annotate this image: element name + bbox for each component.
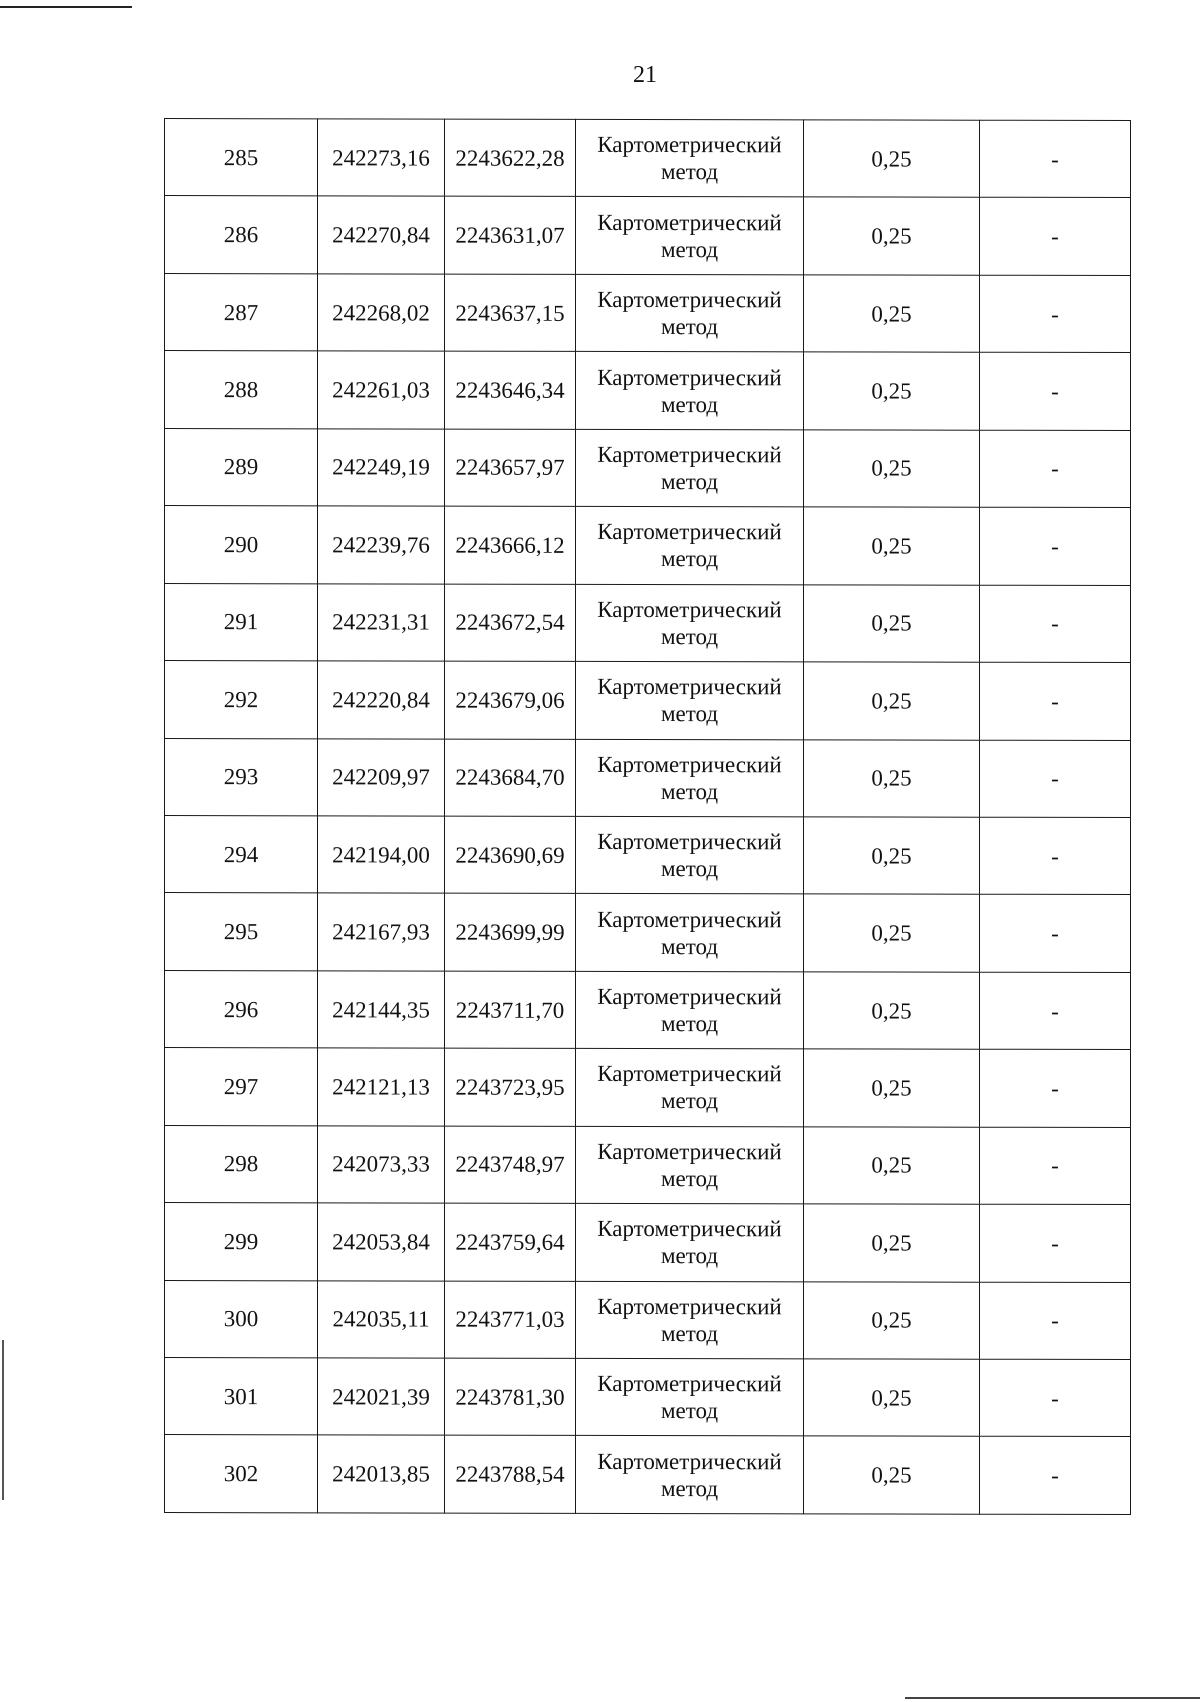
y-coordinate-cell: 2243781,30 [445,1358,576,1436]
note-cell: - [980,585,1131,663]
scan-edge-mark-left [2,1340,4,1500]
x-coordinate-cell: 242073,33 [318,1126,445,1204]
note-cell: - [980,507,1131,585]
method-cell [576,1203,804,1281]
method-cell [576,584,804,662]
method-cell [576,1281,804,1359]
method-line-2: метод [660,159,719,185]
method-line-2: метод [660,623,719,650]
x-coordinate-cell: 242249,19 [318,429,445,507]
x-coordinate-cell: 242144,35 [318,971,445,1049]
accuracy-cell: 0,25 [804,1204,980,1282]
method-line-2: метод [660,1243,719,1269]
method-cell [576,507,804,585]
note-cell: - [980,972,1131,1050]
table-row [165,738,1131,817]
method-line-1: Картометрический [597,1216,782,1242]
point-number-cell: 301 [165,1358,318,1436]
method-line-1: Картометрический [597,829,782,855]
method-cell [576,197,804,275]
y-coordinate-cell: 2243723,95 [445,1048,576,1126]
method-line-2: метод [660,1088,719,1114]
note-cell: - [980,740,1131,818]
table-row [165,893,1131,972]
accuracy-cell: 0,25 [804,584,980,662]
point-number-cell: 295 [165,893,318,971]
table-row [165,583,1131,662]
method-line-1: Картометрический [597,441,782,468]
accuracy-cell: 0,25 [804,352,980,430]
y-coordinate-cell: 2243788,54 [445,1436,576,1514]
y-coordinate-cell: 2243666,12 [445,506,576,584]
table-row [165,815,1131,894]
method-cell [576,1436,804,1514]
method-line-1: Картометрический [597,1061,782,1087]
method-line-2: метод [660,1398,719,1424]
y-coordinate-cell: 2243684,70 [445,739,576,817]
note-cell: - [980,1049,1131,1127]
table-row [165,119,1131,198]
point-number-cell: 289 [165,428,318,506]
method-line-1: Картометрический [597,519,782,545]
method-line-2: метод [660,391,719,417]
method-line-1: Картометрический [597,596,782,623]
note-cell: - [980,1204,1131,1282]
point-number-cell: 302 [165,1435,318,1513]
accuracy-cell: 0,25 [804,1359,980,1437]
y-coordinate-cell: 2243771,03 [445,1281,576,1359]
method-cell [576,661,804,739]
method-line-2: метод [660,546,719,572]
method-line-2: метод [660,856,719,882]
point-number-cell: 297 [165,1048,318,1126]
accuracy-cell: 0,25 [804,662,980,740]
table-row [165,506,1131,585]
method-line-2: метод [660,701,719,727]
accuracy-cell: 0,25 [804,817,980,895]
note-cell: - [980,430,1131,508]
method-line-2: метод [660,1011,719,1037]
method-cell [576,429,804,507]
note-cell: - [980,1282,1131,1360]
point-number-cell: 292 [165,661,318,739]
method-line-1: Картометрический [597,1448,782,1475]
coordinates-table-body [165,119,1131,1515]
point-number-cell: 300 [165,1280,318,1358]
x-coordinate-cell: 242013,85 [318,1435,445,1513]
table-row [165,1435,1131,1515]
method-cell [576,352,804,430]
x-coordinate-cell: 242270,84 [318,196,445,274]
method-line-1: Картометрический [597,751,782,778]
accuracy-cell: 0,25 [804,739,980,817]
table-row [165,273,1131,352]
note-cell: - [980,198,1131,276]
note-cell: - [980,120,1131,198]
table-row [165,196,1131,275]
point-number-cell: 291 [165,583,318,661]
method-line-1: Картометрический [597,674,782,700]
table-row [165,1048,1131,1127]
point-number-cell: 296 [165,970,318,1048]
method-cell [576,119,804,197]
accuracy-cell: 0,25 [804,197,980,275]
accuracy-cell: 0,25 [804,1127,980,1205]
accuracy-cell: 0,25 [804,1436,980,1514]
y-coordinate-cell: 2243711,70 [445,971,576,1049]
x-coordinate-cell: 242273,16 [318,119,445,197]
note-cell: - [980,353,1131,431]
method-line-2: метод [660,1165,719,1192]
table-row [165,1125,1131,1204]
accuracy-cell: 0,25 [804,1049,980,1127]
point-number-cell: 299 [165,1203,318,1281]
method-cell [576,739,804,817]
table-row [165,1203,1131,1282]
note-cell: - [980,895,1131,973]
y-coordinate-cell: 2243690,69 [445,816,576,894]
x-coordinate-cell: 242021,39 [318,1358,445,1436]
table-row [165,970,1131,1049]
method-line-2: метод [660,778,719,804]
table-row [165,351,1131,430]
x-coordinate-cell: 242220,84 [318,661,445,739]
x-coordinate-cell: 242121,13 [318,1048,445,1126]
y-coordinate-cell: 2243672,54 [445,584,576,662]
accuracy-cell: 0,25 [804,120,980,198]
y-coordinate-cell: 2243622,28 [445,119,576,197]
point-number-cell: 290 [165,506,318,584]
method-line-2: метод [660,236,719,262]
point-number-cell: 288 [165,351,318,429]
x-coordinate-cell: 242268,02 [318,274,445,352]
y-coordinate-cell: 2243748,97 [445,1126,576,1204]
method-cell [576,274,804,352]
y-coordinate-cell: 2243637,15 [445,274,576,352]
accuracy-cell: 0,25 [804,972,980,1050]
note-cell: - [980,817,1131,895]
method-line-2: метод [660,1475,719,1501]
point-number-cell: 285 [165,119,318,197]
method-line-2: метод [660,1320,719,1346]
method-line-2: метод [660,933,719,959]
method-line-2: метод [660,314,719,340]
coordinates-table [164,118,1131,1515]
point-number-cell: 286 [165,196,318,274]
x-coordinate-cell: 242194,00 [318,816,445,894]
note-cell: - [980,275,1131,353]
note-cell: - [980,1437,1131,1515]
note-cell: - [980,1359,1131,1437]
method-line-1: Картометрический [597,364,782,390]
method-line-1: Картометрический [597,983,782,1010]
method-line-1: Картометрический [597,906,782,932]
x-coordinate-cell: 242231,31 [318,583,445,661]
page-number: 21 [633,62,657,88]
accuracy-cell: 0,25 [804,275,980,353]
method-cell [576,1049,804,1127]
method-line-1: Картометрический [597,132,782,158]
x-coordinate-cell: 242261,03 [318,351,445,429]
scan-edge-mark-top [0,6,132,8]
y-coordinate-cell: 2243759,64 [445,1203,576,1281]
point-number-cell: 294 [165,815,318,893]
table-row [165,428,1131,507]
method-cell [576,971,804,1049]
method-line-1: Картометрический [597,1138,782,1165]
accuracy-cell: 0,25 [804,894,980,972]
method-line-1: Картометрический [597,1371,782,1397]
method-line-1: Картометрический [597,287,782,313]
x-coordinate-cell: 242209,97 [318,738,445,816]
scan-edge-mark-bottom [905,1697,1200,1699]
method-cell [576,894,804,972]
point-number-cell: 293 [165,738,318,816]
note-cell: - [980,662,1131,740]
accuracy-cell: 0,25 [804,507,980,585]
y-coordinate-cell: 2243679,06 [445,661,576,739]
method-cell [576,816,804,894]
method-line-1: Картометрический [597,209,782,235]
y-coordinate-cell: 2243646,34 [445,351,576,429]
method-line-1: Картометрический [597,1293,782,1320]
x-coordinate-cell: 242239,76 [318,506,445,584]
method-line-2: метод [660,469,719,495]
table-row [165,1280,1131,1359]
y-coordinate-cell: 2243631,07 [445,197,576,275]
table-row [165,1358,1131,1437]
y-coordinate-cell: 2243657,97 [445,429,576,507]
point-number-cell: 287 [165,273,318,351]
note-cell: - [980,1127,1131,1205]
x-coordinate-cell: 242035,11 [318,1280,445,1358]
point-number-cell: 298 [165,1125,318,1203]
method-cell [576,1126,804,1204]
coordinates-table-container [164,118,1130,1513]
y-coordinate-cell: 2243699,99 [445,893,576,971]
accuracy-cell: 0,25 [804,1281,980,1359]
accuracy-cell: 0,25 [804,430,980,508]
table-row [165,661,1131,740]
x-coordinate-cell: 242053,84 [318,1203,445,1281]
method-cell [576,1358,804,1436]
x-coordinate-cell: 242167,93 [318,893,445,971]
